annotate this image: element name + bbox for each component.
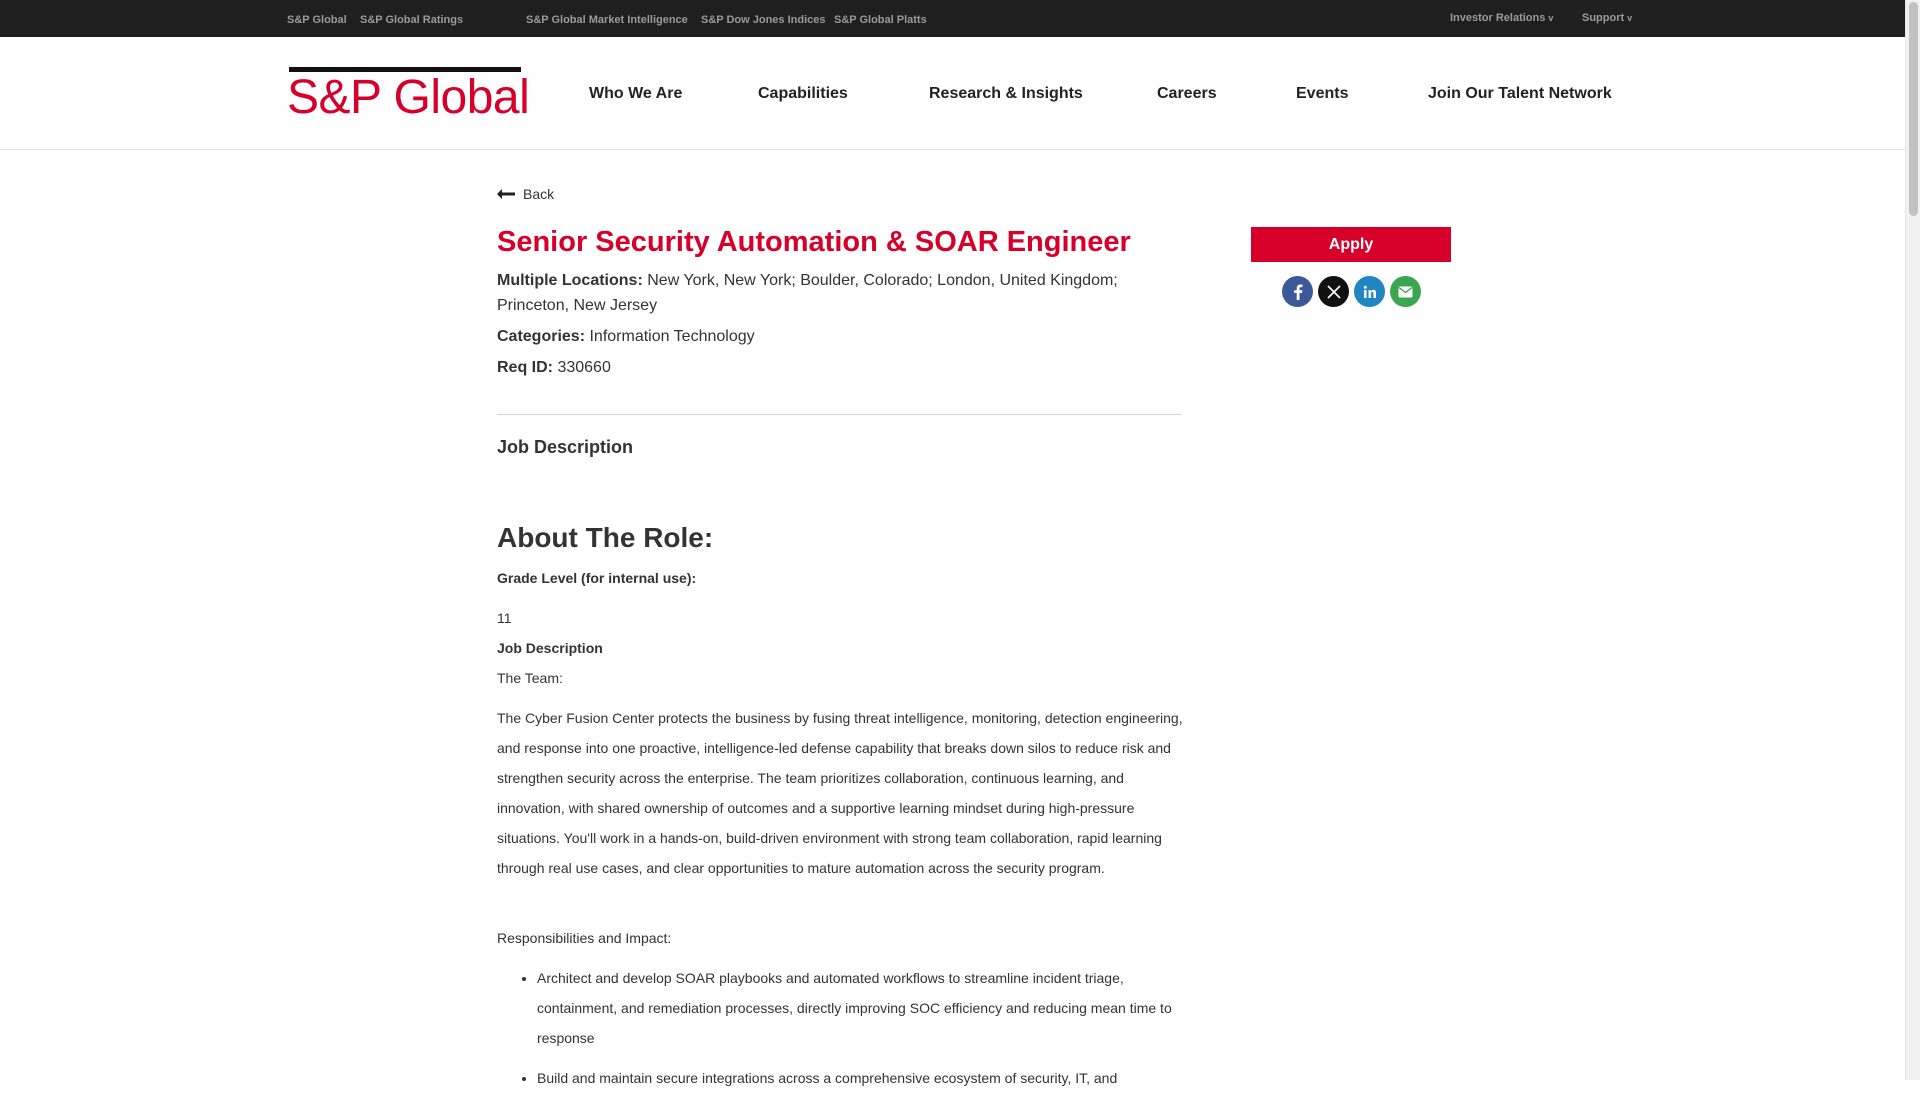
nav-research-insights[interactable]: Research & Insights	[929, 85, 1083, 102]
team-description: The Cyber Fusion Center protects the business by fusing threat intelligence, monitoring, detection engineering, and response into one proactive, intelligence-led defense capability that breaks down silos to reduce risk and strengthen security across the enterprise. The team prioritizes collaboration, continuous learning, and innovation, with shared ownership of outcomes and a supportive learning mindset during high-pressure situations. You'll work in a hands-on, build-driven environment with strong team collaboration, rapid learning through real use cases, and clear opportunities to mature automation across the security program.	[497, 710, 1183, 876]
x-icon	[1327, 285, 1341, 299]
support-menu[interactable]	[1582, 12, 1632, 24]
nav-events[interactable]: Events	[1296, 85, 1349, 102]
share-x-button[interactable]	[1318, 276, 1349, 307]
req-id-value: 330660	[557, 359, 611, 376]
share-email-button[interactable]	[1390, 276, 1421, 307]
job-description-heading: Job Description	[497, 437, 634, 457]
facebook-icon	[1291, 284, 1305, 300]
scrollbar-thumb[interactable]	[1909, 2, 1918, 216]
back-link[interactable]	[497, 186, 554, 202]
list-item: • Build and maintain secure integrations across a comprehensive ecosystem of security, IT, and	[537, 1063, 1183, 1093]
site-header	[0, 37, 1905, 150]
nav-capabilities[interactable]: Capabilities	[758, 85, 848, 102]
categories-label: Categories:	[497, 328, 586, 345]
share-linkedin-button[interactable]	[1354, 276, 1385, 307]
utility-link-platts[interactable]: S&P Global Platts	[834, 14, 927, 26]
locations-label: Multiple Locations:	[497, 272, 643, 289]
req-id-label: Req ID:	[497, 359, 553, 376]
sp-global-logo[interactable]	[287, 67, 530, 124]
grade-level-label: Grade Level (for internal use):	[497, 570, 697, 586]
investor-relations-label: Investor Relations	[1450, 12, 1546, 24]
about-role-heading: About The Role:	[497, 522, 714, 553]
job-req-id	[497, 355, 1137, 380]
nav-join-talent-network[interactable]: Join Our Talent Network	[1428, 85, 1612, 102]
responsibilities-list	[519, 963, 1183, 1103]
job-categories	[497, 324, 1137, 349]
nav-careers[interactable]: Careers	[1157, 85, 1217, 102]
categories-value: Information Technology	[589, 328, 755, 345]
back-label: Back	[523, 186, 555, 202]
utility-link-ratings[interactable]: S&P Global Ratings	[360, 14, 464, 26]
job-description-label: Job Description	[497, 640, 603, 656]
support-label: Support	[1582, 12, 1625, 24]
locations-value: New York, New York; Boulder, Colorado; London, United Kingdom; Princeton, New Jersey	[497, 272, 1118, 314]
apply-button[interactable]: Apply	[1251, 227, 1451, 262]
chevron-down-icon: v	[1548, 13, 1554, 23]
share-facebook-button[interactable]	[1282, 276, 1313, 307]
grade-level-value: 11	[497, 610, 512, 626]
email-icon	[1398, 286, 1413, 298]
utility-bar	[0, 0, 1905, 37]
utility-link-dow-jones-indices[interactable]: S&P Dow Jones Indices	[701, 14, 826, 26]
logo-text: S&P Global	[287, 71, 530, 124]
arrow-left-icon	[497, 189, 515, 199]
section-divider	[497, 414, 1181, 415]
responsibilities-label: Responsibilities and Impact:	[497, 930, 672, 946]
utility-link-market-intelligence[interactable]: S&P Global Market Intelligence	[526, 14, 688, 26]
linkedin-icon	[1363, 285, 1377, 299]
job-title: Senior Security Automation & SOAR Engineer	[497, 226, 1131, 258]
list-item: • Architect and develop SOAR playbooks and automated workflows to streamline incident triage, containment, and remediation processes, directly improving SOC efficiency and reducing mean time to response	[537, 963, 1183, 1053]
nav-who-we-are[interactable]: Who We Are	[589, 85, 683, 102]
job-locations	[497, 268, 1137, 318]
investor-relations-menu[interactable]	[1450, 12, 1553, 24]
page-scrollbar[interactable]	[1905, 0, 1920, 1080]
chevron-down-icon: v	[1627, 13, 1633, 23]
team-label: The Team:	[497, 670, 563, 686]
utility-link-sp-global[interactable]: S&P Global	[287, 14, 347, 26]
